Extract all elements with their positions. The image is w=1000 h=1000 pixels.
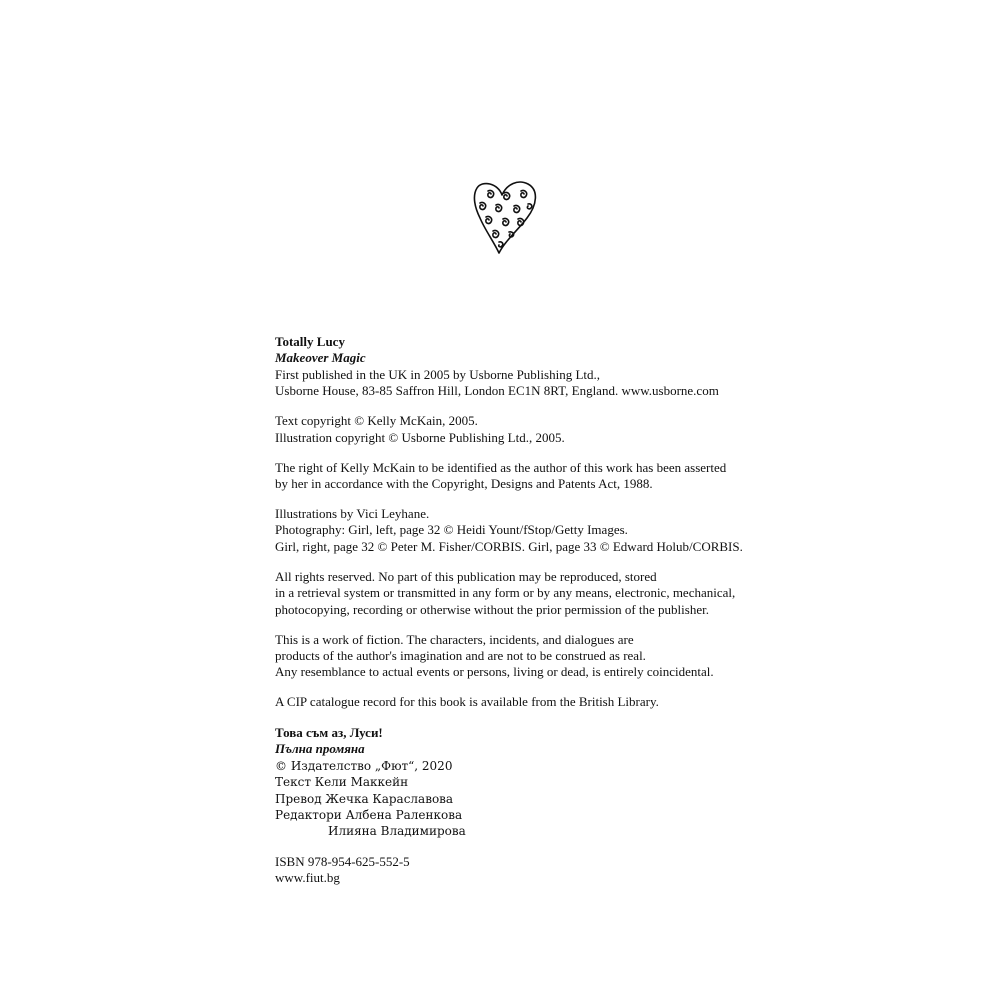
fiction-line: Any resemblance to actual events or persons, living or dead, is entirely coincidental. [275,664,714,680]
english-title-block [275,334,975,400]
fiction-line: products of the author's imagination and are not to be construed as real. [275,648,646,664]
cip-line: A CIP catalogue record for this book is available from the British Library. [275,694,659,710]
rights-paragraph [275,569,975,618]
fiction-line: This is a work of fiction. The characters, incidents, and dialogues are [275,631,634,647]
moral-rights-line: by her in accordance with the Copyright, Designs and Patents Act, 1988. [275,476,653,492]
isbn-number: ISBN 978-954-625-552-5 [275,853,410,869]
copyright-paragraph [275,413,975,446]
credits-paragraph [275,506,975,555]
rights-line: photocopying, recording or otherwise without the prior permission of the publisher. [275,601,709,617]
bulgarian-publisher: © Издателство „Фют“, 2020 [275,758,453,773]
bulgarian-editor-2: Илияна Владимирова [328,824,466,839]
bulgarian-title: Това съм аз, Луси! [275,724,383,740]
moral-rights-line: The right of Kelly McKain to be identified as the author of this work has been asserted [275,459,727,475]
bulgarian-translator: Превод Жечка Караславова [275,791,454,806]
rights-line: in a retrieval system or transmitted in any form or by any means, electronic, mechanical, [275,585,736,601]
moral-rights-paragraph [275,460,975,493]
credits-line: Illustrations by Vici Leyhane. [275,506,430,522]
publication-line: Usborne House, 83-85 Saffron Hill, London EC1N 8RT, England. www.usborne.com [275,383,719,399]
rights-line: All rights reserved. No part of this publication may be reproduced, stored [275,568,657,584]
publisher-website: www.fiut.bg [275,870,340,886]
cip-paragraph [275,694,975,710]
copyright-line: Text copyright © Kelly McKain, 2005. [275,413,478,429]
bulgarian-imprint [275,725,975,840]
credits-line: Girl, right, page 32 © Peter M. Fisher/CORBIS. Girl, page 33 © Edward Holub/CORBIS. [275,538,743,554]
credits-line: Photography: Girl, left, page 32 © Heidi Yount/fStop/Getty Images. [275,522,628,538]
fiction-paragraph [275,632,975,681]
swirl-heart-icon [472,178,540,256]
book-subtitle: Makeover Magic [275,350,366,366]
imprint-block [275,334,975,900]
bulgarian-editors: Редактори Албена Раленкова [275,807,463,822]
bulgarian-subtitle: Пълна промяна [275,741,365,757]
bulgarian-author: Текст Кели Маккейн [275,775,409,790]
book-title: Totally Lucy [275,334,345,349]
publication-line: First published in the UK in 2005 by Usborne Publishing Ltd., [275,366,600,382]
copyright-line: Illustration copyright © Usborne Publishing Ltd., 2005. [275,429,565,445]
isbn-paragraph [275,854,975,887]
